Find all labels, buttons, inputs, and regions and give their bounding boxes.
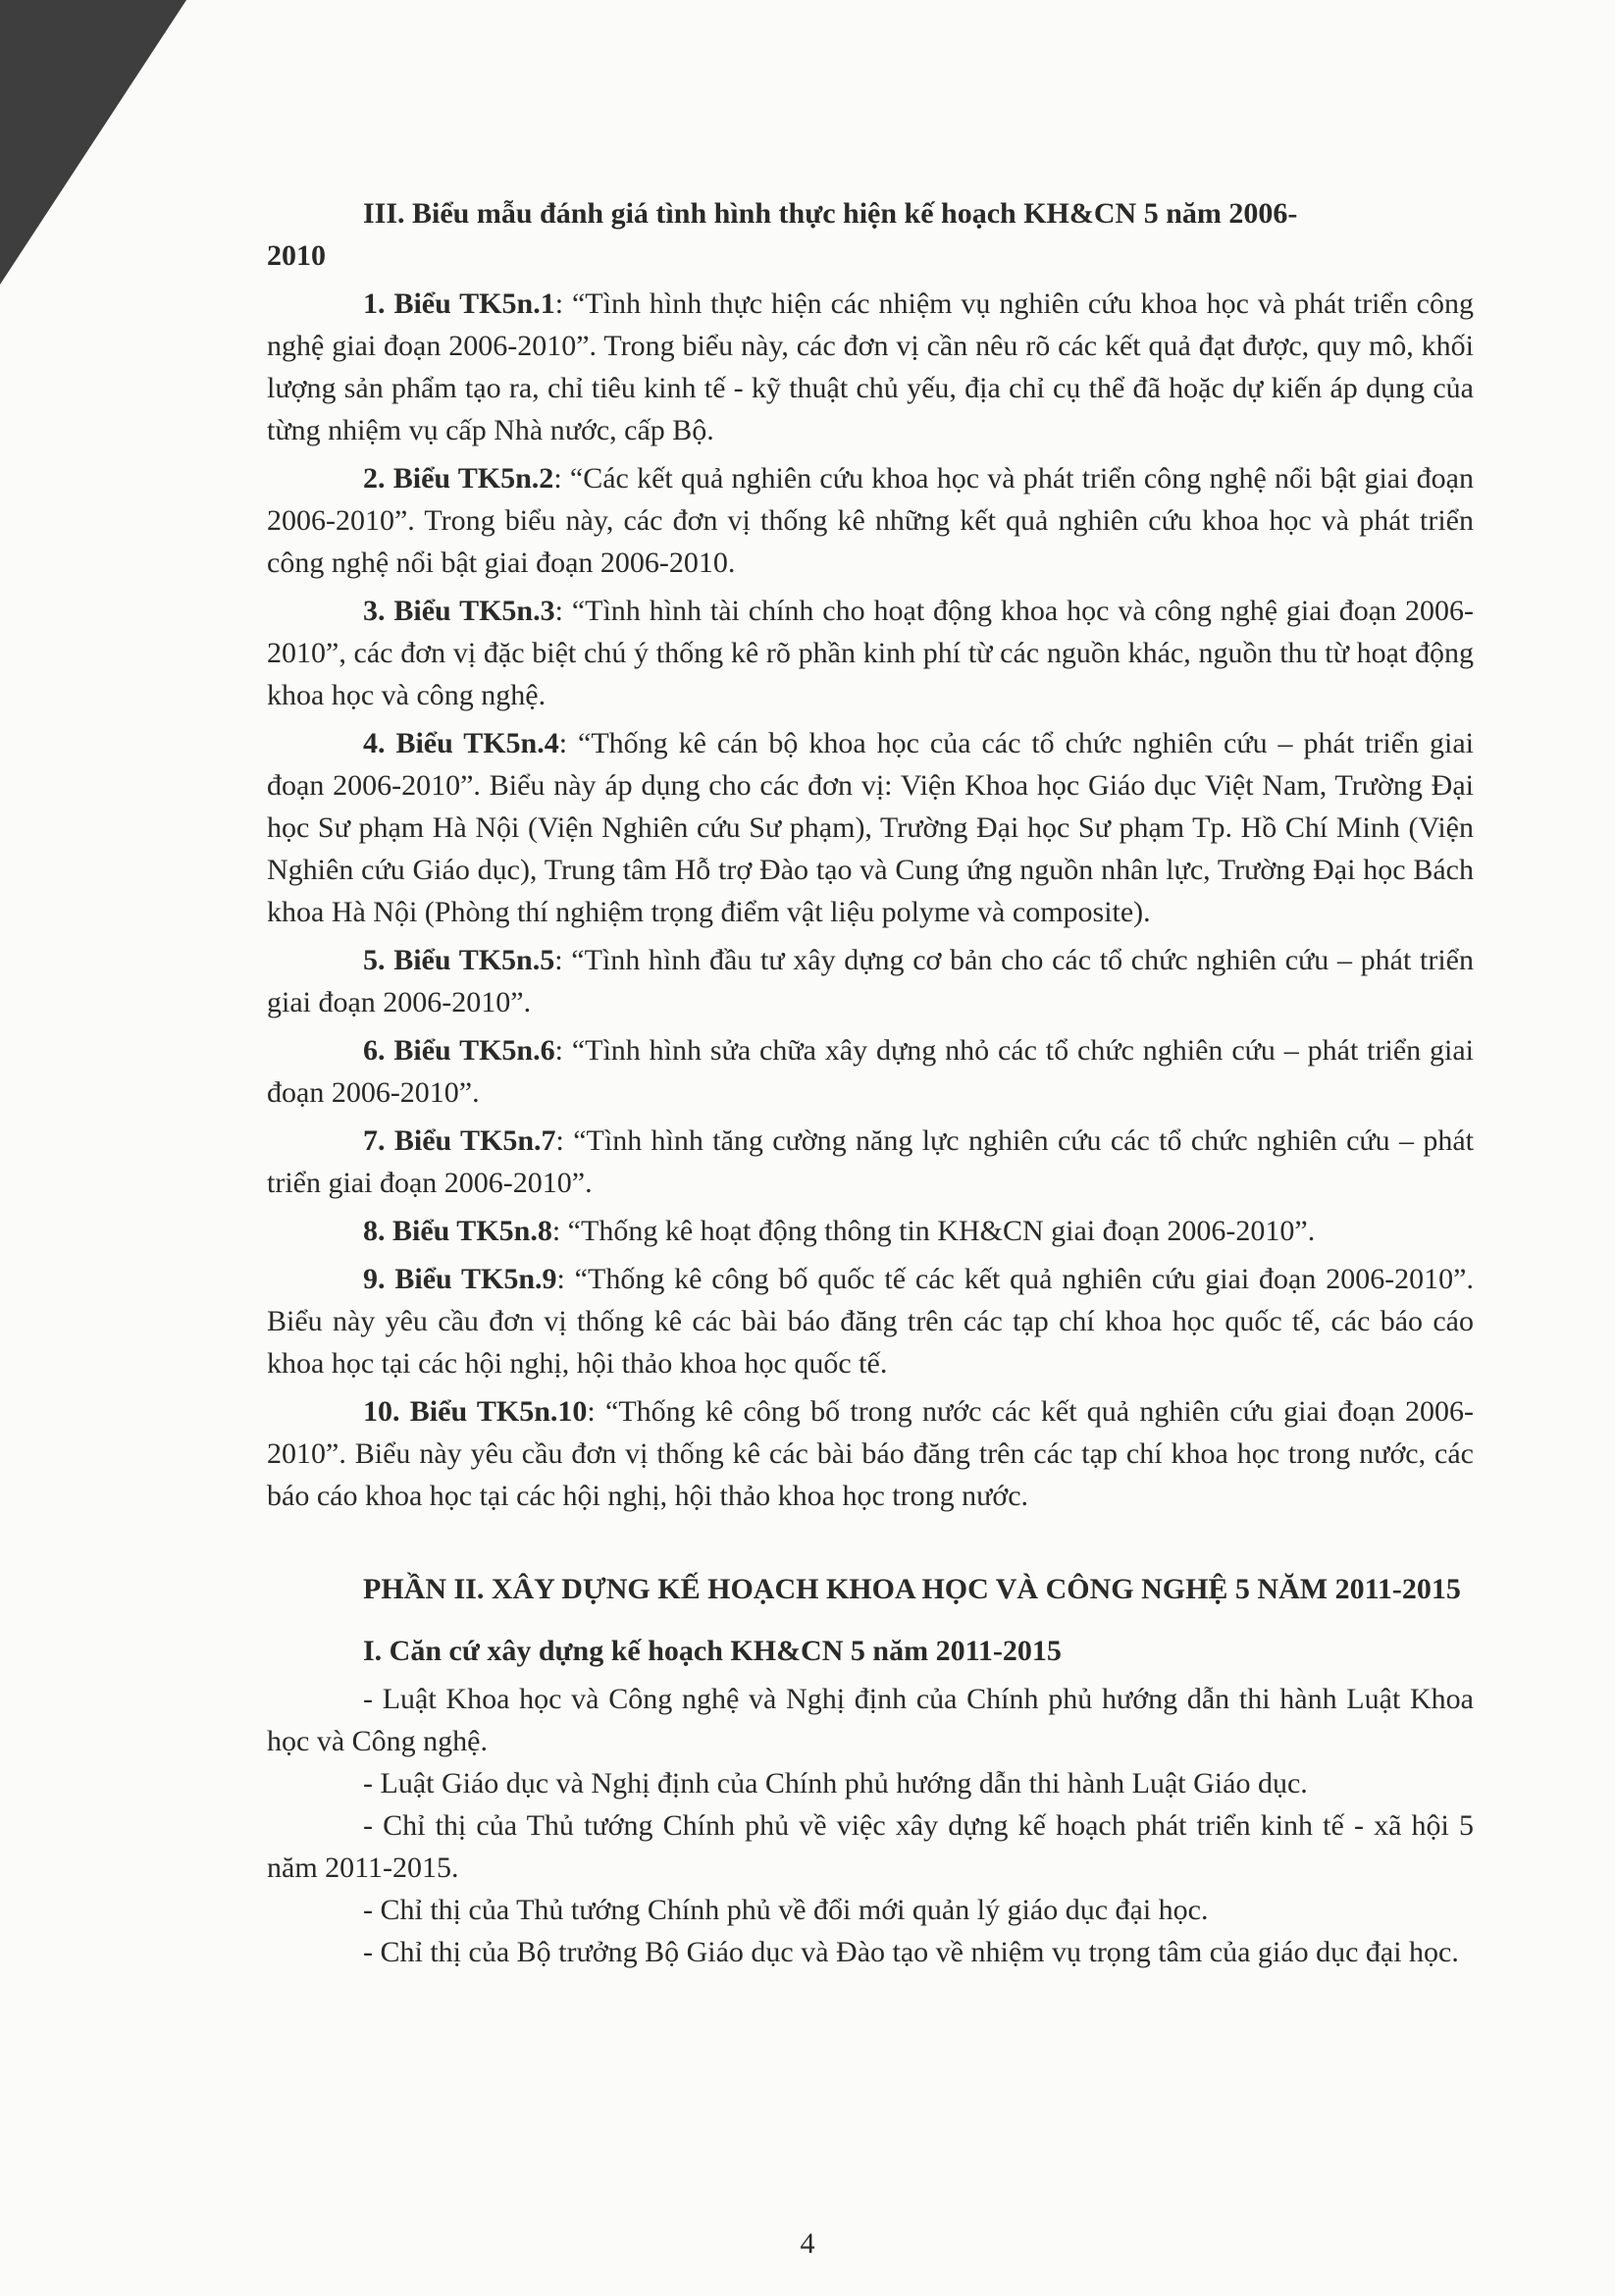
- item-text: : “Các kết quả nghiên cứu khoa học và phát triển công nghệ nổi bật giai đoạn 2006-2010”. Trong biểu này, các đơn vị thống kê những kết quả nghiên cứu khoa học và phát triển công nghệ nổi bật giai đoạn 2006-2010.: [267, 462, 1474, 579]
- item-text: : “Thống kê công bố trong nước các kết quả nghiên cứu giai đoạn 2006-2010”. Biểu này yêu cầu đơn vị thống kê các bài báo đăng trên các tạp chí khoa học trong nước, các báo cáo khoa học tại các hội nghị, hội thảo khoa học trong nước.: [267, 1395, 1474, 1512]
- scan-corner-fold: [0, 0, 186, 285]
- item-code: Biểu TK5n.6: [393, 1034, 555, 1067]
- bullet-item: - Luật Khoa học và Công nghệ và Nghị định của Chính phủ hướng dẫn thi hành Luật Khoa học và Công nghệ.: [267, 1683, 1474, 1757]
- list-item: [267, 590, 1474, 716]
- item-number: 4.: [363, 727, 386, 759]
- item-number: 5.: [363, 944, 386, 976]
- list-item: [267, 1120, 1474, 1204]
- item-text: : “Thống kê công bố quốc tế các kết quả nghiên cứu giai đoạn 2006-2010”. Biểu này yêu cầu đơn vị thống kê các bài báo đăng trên các tạp chí khoa học quốc tế, các báo cáo khoa học tại các hội nghị, hội thảo khoa học quốc tế.: [267, 1263, 1474, 1380]
- item-number: 10.: [363, 1395, 400, 1428]
- item-number: 1.: [363, 287, 386, 320]
- list-item: [267, 1210, 1474, 1252]
- item-number: 6.: [363, 1034, 386, 1067]
- item-code: Biểu TK5n.7: [393, 1124, 556, 1157]
- item-number: 8.: [363, 1215, 386, 1247]
- item-text: : “Tình hình tăng cường năng lực nghiên cứu các tổ chức nghiên cứu – phát triển giai đoạn 2006-2010”.: [267, 1124, 1475, 1199]
- list-item: [267, 1258, 1474, 1384]
- item-code: Biểu TK5n.10: [409, 1395, 588, 1428]
- item-text: : “Thống kê hoạt động thông tin KH&CN giai đoạn 2006-2010”.: [551, 1215, 1316, 1247]
- list-item: [267, 1390, 1474, 1517]
- item-text: : “Tình hình đầu tư xây dựng cơ bản cho các tổ chức nghiên cứu – phát triển giai đoạn 2006-2010”.: [267, 944, 1474, 1018]
- bullet-item: - Chỉ thị của Bộ trưởng Bộ Giáo dục và Đào tạo về nhiệm vụ trọng tâm của giáo dục đại học.: [363, 1936, 1459, 1968]
- item-number: 9.: [363, 1263, 386, 1295]
- item-text: : “Thống kê cán bộ khoa học của các tổ chức nghiên cứu – phát triển giai đoạn 2006-2010”. Biểu này áp dụng cho các đơn vị: Viện Khoa học Giáo dục Việt Nam, Trường Đại học Sư phạm Hà Nội (Viện Nghiên cứu Sư phạm), Trường Đại học Sư phạm Tp. Hồ Chí Minh (Viện Nghiên cứu Giáo dục), Trung tâm Hỗ trợ Đào tạo và Cung ứng nguồn nhân lực, Trường Đại học Bách khoa Hà Nội (Phòng thí nghiệm trọng điểm vật liệu polyme và composite).: [267, 727, 1474, 928]
- page-content: [267, 192, 1474, 1973]
- list-item: [267, 457, 1474, 584]
- list-item: [267, 1029, 1474, 1114]
- page-number: 4: [800, 2227, 815, 2260]
- item-text: : “Tình hình thực hiện các nhiệm vụ nghiên cứu khoa học và phát triển công nghệ giai đoạn 2006-2010”. Trong biểu này, các đơn vị cần nêu rõ các kết quả đạt được, quy mô, khối lượng sản phẩm tạo ra, chỉ tiêu kinh tế - kỹ thuật chủ yếu, địa chỉ cụ thể đã hoặc dự kiến áp dụng của từng nhiệm vụ cấp Nhà nước, cấp Bộ.: [267, 287, 1474, 446]
- part-2-sub-heading: I. Căn cứ xây dựng kế hoạch KH&CN 5 năm 2011-2015: [363, 1635, 1062, 1667]
- item-number: 3.: [363, 595, 386, 627]
- item-code: Biểu TK5n.1: [393, 287, 555, 320]
- item-code: Biểu TK5n.9: [394, 1263, 557, 1295]
- section-3-heading: III. Biểu mẫu đánh giá tình hình thực hiện kế hoạch KH&CN 5 năm 2006- 2010: [267, 197, 1298, 272]
- item-number: 7.: [363, 1124, 386, 1157]
- bullet-item: - Luật Giáo dục và Nghị định của Chính phủ hướng dẫn thi hành Luật Giáo dục.: [363, 1767, 1308, 1800]
- bullet-item: - Chỉ thị của Thủ tướng Chính phủ về việc xây dựng kế hoạch phát triển kinh tế - xã hội 5 năm 2011-2015.: [267, 1809, 1474, 1884]
- item-code: Biểu TK5n.8: [392, 1215, 552, 1247]
- list-item: [267, 722, 1474, 933]
- item-code: Biểu TK5n.3: [393, 595, 555, 627]
- item-code: Biểu TK5n.5: [393, 944, 555, 976]
- item-code: Biểu TK5n.2: [392, 462, 554, 495]
- list-item: [267, 283, 1474, 451]
- item-text: : “Tình hình tài chính cho hoạt động khoa học và công nghệ giai đoạn 2006-2010”, các đơn vị đặc biệt chú ý thống kê rõ phần kinh phí từ các nguồn khác, nguồn thu từ hoạt động khoa học và công nghệ.: [267, 595, 1474, 711]
- list-item: [267, 939, 1474, 1023]
- item-code: Biểu TK5n.4: [395, 727, 559, 759]
- item-number: 2.: [363, 462, 386, 495]
- part-2-heading: PHẦN II. XÂY DỰNG KẾ HOẠCH KHOA HỌC VÀ CÔNG NGHỆ 5 NĂM 2011-2015: [363, 1573, 1461, 1605]
- item-text: : “Tình hình sửa chữa xây dựng nhỏ các tổ chức nghiên cứu – phát triển giai đoạn 2006-2010”.: [267, 1034, 1475, 1109]
- bullet-item: - Chỉ thị của Thủ tướng Chính phủ về đổi mới quản lý giáo dục đại học.: [363, 1894, 1209, 1926]
